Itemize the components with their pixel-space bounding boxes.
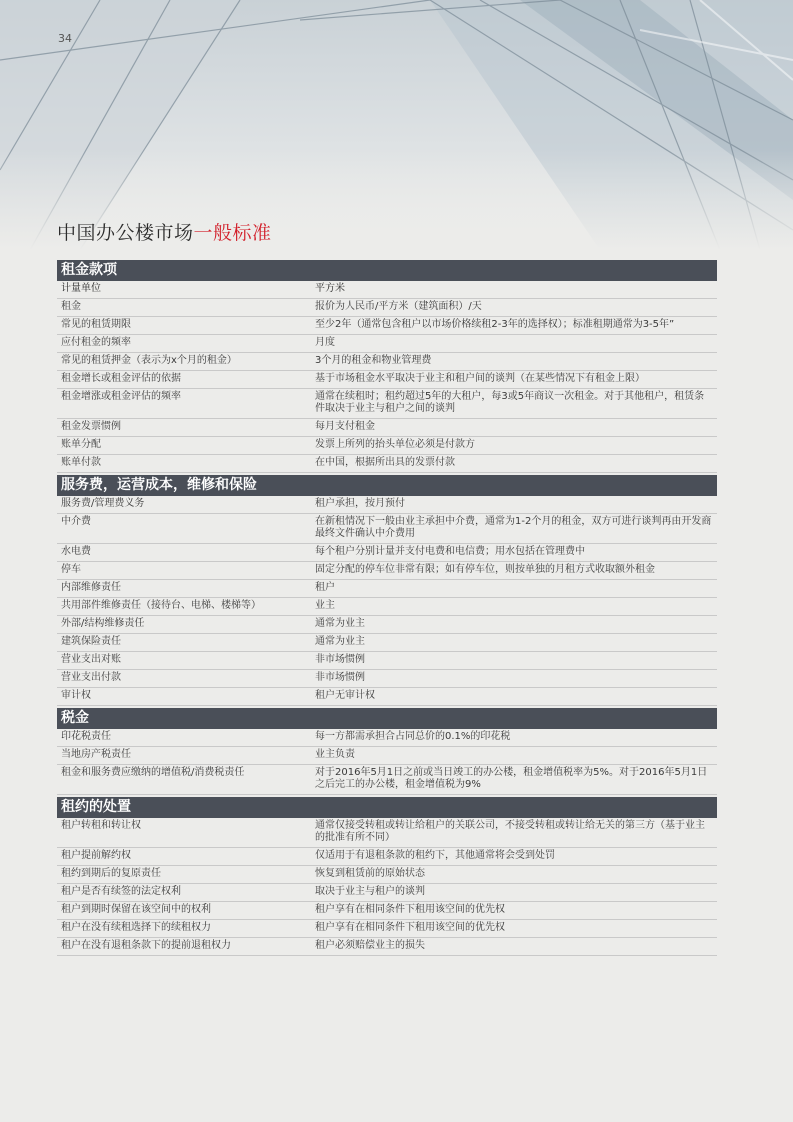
table-row <box>57 496 717 514</box>
table-row <box>57 598 717 616</box>
page-title <box>57 218 272 245</box>
row-detail: 报价为人民币/平方米（建筑面积）/天 <box>315 301 482 312</box>
table-row <box>57 747 717 765</box>
row-detail: 租户 <box>315 582 335 593</box>
section-header-lease-disposal: 租约的处置 <box>57 797 717 818</box>
row-item: 印花税责任 <box>61 731 111 742</box>
table-row <box>57 437 717 455</box>
row-item: 建筑保险责任 <box>61 636 121 647</box>
row-detail: 在新租情况下一般由业主承担中介费，通常为1-2个月的租金，双方可进行谈判再由开发商最终文件确认中介费用 <box>315 516 712 539</box>
row-item: 租户是否有续签的法定权利 <box>61 886 181 897</box>
row-item: 租户在没有退租条款下的提前退租权力 <box>61 940 231 951</box>
row-detail: 恢复到租赁前的原始状态 <box>315 868 425 879</box>
row-item: 租金发票惯例 <box>61 421 121 432</box>
table-row <box>57 317 717 335</box>
title-main: 中国办公楼市场 <box>57 222 194 244</box>
row-detail: 每一方都需承担合占同总价的0.1%的印花税 <box>315 731 511 742</box>
table-row <box>57 544 717 562</box>
row-detail: 取决于业主与租户的谈判 <box>315 886 425 897</box>
row-item: 中介费 <box>61 516 91 527</box>
row-detail: 至少2年（通常包含租户以市场价格续租2-3年的选择权）；标准租期通常为3-5年” <box>315 319 675 330</box>
table-row <box>57 729 717 747</box>
row-detail: 业主 <box>315 600 335 611</box>
row-detail: 非市场惯例 <box>315 654 365 665</box>
row-item: 账单付款 <box>61 457 101 468</box>
row-detail: 发票上所列的抬头单位必须是付款方 <box>315 439 475 450</box>
row-item: 外部/结构维修责任 <box>61 618 145 629</box>
row-item: 服务费/管理费义务 <box>61 498 145 509</box>
row-item: 应付租金的频率 <box>61 337 131 348</box>
row-item: 租约到期后的复原责任 <box>61 868 161 879</box>
row-item: 内部维修责任 <box>61 582 121 593</box>
table-row <box>57 688 717 706</box>
table-row <box>57 389 717 419</box>
row-item: 租金增涨或租金评估的频率 <box>61 391 181 402</box>
row-item: 营业支出付款 <box>61 672 121 683</box>
table-row <box>57 562 717 580</box>
table-row <box>57 616 717 634</box>
column-header-left: 计量单位 <box>61 283 101 294</box>
row-item: 营业支出对账 <box>61 654 121 665</box>
row-detail: 通常仅接受转租或转让给租户的关联公司，不接受转租或转让给无关的第三方（基于业主的批准有所不同） <box>315 820 705 843</box>
row-detail: 基于市场租金水平取决于业主和租户间的谈判（在某些情况下有租金上限） <box>315 373 645 384</box>
table-row <box>57 884 717 902</box>
row-detail: 固定分配的停车位非常有限；如有停车位，则按单独的月租方式收取额外租金 <box>315 564 655 575</box>
column-header-row <box>57 281 717 299</box>
row-item: 当地房产税责任 <box>61 749 131 760</box>
table-row <box>57 455 717 473</box>
row-detail: 租户享有在相同条件下租用该空间的优先权 <box>315 922 505 933</box>
table-row <box>57 670 717 688</box>
table-row <box>57 902 717 920</box>
row-detail: 通常为业主 <box>315 618 365 629</box>
row-item: 租户转租和转让权 <box>61 820 141 831</box>
row-item: 租金和服务费应缴纳的增值税/消费税责任 <box>61 767 245 778</box>
table-row <box>57 634 717 652</box>
column-header-right: 平方米 <box>315 283 345 294</box>
row-item: 租金 <box>61 301 81 312</box>
row-item: 共用部件维修责任（接待台、电梯、楼梯等） <box>61 600 261 611</box>
row-item: 常见的租赁期限 <box>61 319 131 330</box>
table-row <box>57 652 717 670</box>
row-detail: 每月支付租金 <box>315 421 375 432</box>
section-header-rent: 租金款项 <box>57 260 717 281</box>
table-row <box>57 335 717 353</box>
row-item: 租户提前解约权 <box>61 850 131 861</box>
row-item: 租户在没有续租选择下的续租权力 <box>61 922 211 933</box>
row-detail: 每个租户分别计量并支付电费和电信费；用水包括在管理费中 <box>315 546 585 557</box>
section-header-tax: 税金 <box>57 708 717 729</box>
table-row <box>57 580 717 598</box>
row-item: 审计权 <box>61 690 91 701</box>
table-row <box>57 938 717 956</box>
table-row <box>57 299 717 317</box>
row-item: 停车 <box>61 564 81 575</box>
hero-architecture-image <box>0 0 793 250</box>
table-row <box>57 920 717 938</box>
row-detail: 对于2016年5月1日之前或当日竣工的办公楼，租金增值税率为5%。对于2016年5月1日之后完工的办公楼，租金增值税为9% <box>315 767 708 790</box>
row-detail: 租户必须赔偿业主的损失 <box>315 940 425 951</box>
row-detail: 非市场惯例 <box>315 672 365 683</box>
table-row <box>57 419 717 437</box>
row-item: 租金增长或租金评估的依据 <box>61 373 181 384</box>
row-detail: 3个月的租金和物业管理费 <box>315 355 432 366</box>
title-accent: 一般标准 <box>193 222 272 244</box>
row-item: 常见的租赁押金（表示为x个月的租金） <box>61 355 237 366</box>
table-row <box>57 848 717 866</box>
row-detail: 租户享有在相同条件下租用该空间的优先权 <box>315 904 505 915</box>
row-detail: 通常在续租时；租约超过5年的大租户，每3或5年商议一次租金。对于其他租户，租赁条件取决于业主与租户之间的谈判 <box>315 391 705 414</box>
standards-table <box>57 260 717 956</box>
row-item: 账单分配 <box>61 439 101 450</box>
table-row <box>57 866 717 884</box>
table-row <box>57 371 717 389</box>
row-detail: 仅适用于有退租条款的租约下，其他通常将会受到处罚 <box>315 850 555 861</box>
row-detail: 租户无审计权 <box>315 690 375 701</box>
row-detail: 月度 <box>315 337 335 348</box>
section-header-service: 服务费，运营成本，维修和保险 <box>57 475 717 496</box>
table-row <box>57 765 717 795</box>
page-number: 34 <box>58 32 72 45</box>
row-item: 水电费 <box>61 546 91 557</box>
row-item: 租户到期时保留在该空间中的权利 <box>61 904 211 915</box>
table-row <box>57 353 717 371</box>
table-row <box>57 514 717 544</box>
row-detail: 租户承担，按月预付 <box>315 498 405 509</box>
row-detail: 在中国，根据所出具的发票付款 <box>315 457 455 468</box>
row-detail: 通常为业主 <box>315 636 365 647</box>
table-row <box>57 818 717 848</box>
hero-building-graphic <box>0 0 793 250</box>
row-detail: 业主负责 <box>315 749 355 760</box>
